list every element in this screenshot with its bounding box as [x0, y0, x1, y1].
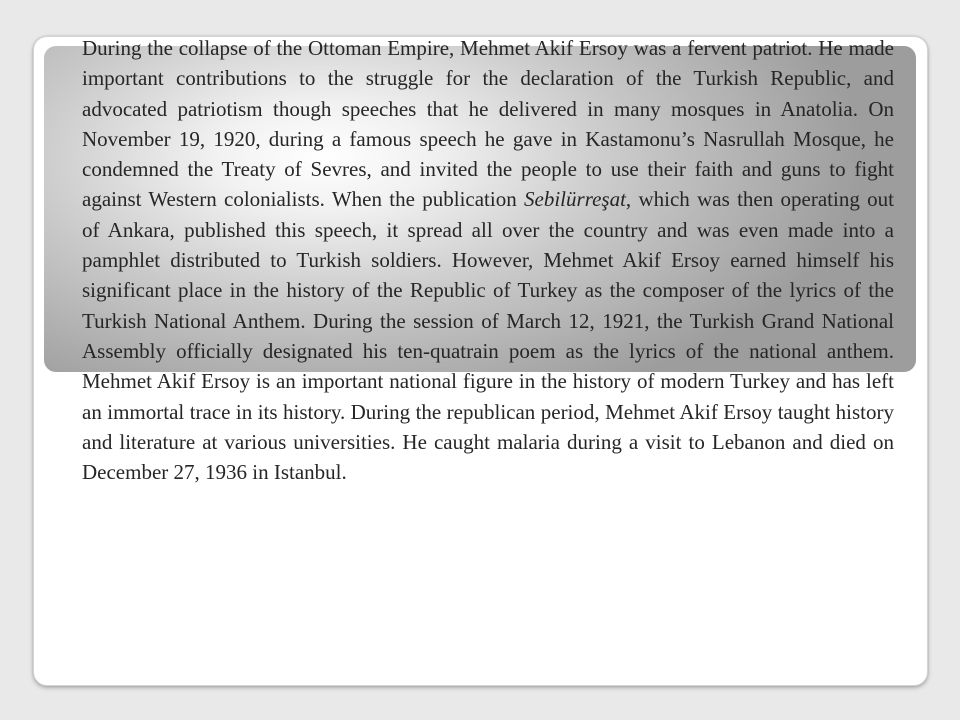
publication-name: Sebilürreşat [524, 187, 626, 212]
paragraph-part-1: During the collapse of the Ottoman Empire, Mehmet Akif Ersoy was a fervent patriot. He made important contributions to the struggle for the declaration of the Turkish Republic, and advocated patriotism though speeches that he delivered in many mosques in Anatolia. On November 19, 1920, during a famous speech he gave in Kastamonu’s Nasrullah Mosque, he condemned the Treaty of Sevres, and invited the people to use their faith and guns to fight against Western colonialists. When the publication [82, 36, 894, 212]
paragraph-part-2: , which was then operating out of Ankara, published this speech, it spread all over the country and was even made into a pamphlet distributed to Turkish soldiers. However, Mehmet Akif Ersoy earned himself his significant place in the history of the Republic of Turkey as the composer of the lyrics of the Turkish National Anthem. During the session of March 12, 1921, the Turkish Grand National Assembly officially designated his ten-quatrain poem as the lyrics of the national anthem. Mehmet Akif Ersoy is an important national figure in the history of modern Turkey and has left an immortal trace in its history. During the republican period, Mehmet Akif Ersoy taught history and literature at various universities. He caught malaria during a visit to Lebanon and died on December 27, 1936 in Istanbul. [82, 187, 894, 485]
body-paragraph [82, 33, 894, 487]
